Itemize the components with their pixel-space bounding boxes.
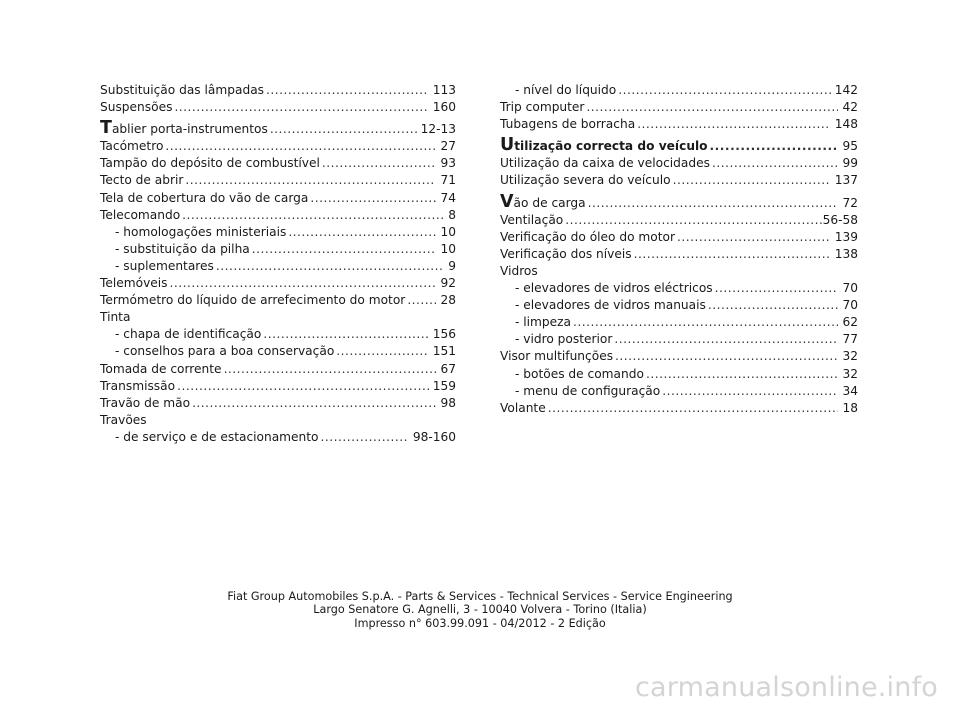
index-entry[interactable]: Telemóveis ..... 92 — [100, 275, 456, 292]
index-entry[interactable]: Tacómetro ..... 27 — [100, 138, 456, 155]
index-entry[interactable]: Verificação dos níveis ..... 138 — [500, 246, 858, 263]
index-entry[interactable]: Tomada de corrente ..... 67 — [100, 361, 456, 378]
index-entry-letter-t[interactable]: Tablier porta-instrumentos ..... 12-13 — [100, 121, 456, 138]
index-entry[interactable]: Tecto de abrir ..... 71 — [100, 172, 456, 189]
index-subentry[interactable]: - limpeza ..... 62 — [500, 314, 858, 331]
footer-publisher-line: Fiat Group Automobiles S.p.A. - Parts & Services - Technical Services - Service Engineering — [227, 590, 733, 603]
index-subentry[interactable]: - de serviço e de estacionamento ..... 98-160 — [100, 429, 456, 446]
index-entry[interactable]: Utilização da caixa de velocidades ..... 99 — [500, 155, 858, 172]
footer-print-line: Impresso n° 603.99.091 - 04/2012 - 2 Edição — [354, 616, 606, 630]
index-subentry[interactable]: - menu de configuração ..... 34 — [500, 383, 858, 400]
index-entry[interactable]: Tubagens de borracha ..... 148 — [500, 116, 858, 133]
index-entry[interactable]: Telecomando ..... 8 — [100, 207, 456, 224]
index-column-right — [500, 82, 858, 417]
index-subentry[interactable]: - nível do líquido ..... 142 — [500, 82, 858, 99]
site-watermark: carmanualsonline.info — [635, 672, 938, 703]
index-subentry[interactable]: - conselhos para a boa conservação ..... 151 — [100, 343, 456, 360]
index-entry[interactable]: Transmissão ..... 159 — [100, 378, 456, 395]
index-subentry[interactable]: - elevadores de vidros manuais ..... 70 — [500, 297, 858, 314]
index-subentry[interactable]: - suplementares ..... 9 — [100, 258, 456, 275]
footer-address-line: Largo Senatore G. Agnelli, 3 - 10040 Volvera - Torino (Italia) — [313, 603, 647, 617]
index-entry[interactable]: Suspensões ..... 160 — [100, 99, 456, 116]
index-subentry[interactable]: - substituição da pilha ..... 10 — [100, 241, 456, 258]
index-entry-letter-u[interactable]: Utilização correcta do veículo ..... 95 — [500, 138, 858, 155]
index-group-heading: Travões — [100, 412, 147, 427]
index-entry[interactable]: Ventilação ..... 56-58 — [500, 212, 858, 229]
index-subentry[interactable]: - chapa de identificação ..... 156 — [100, 326, 456, 343]
index-entry[interactable]: Tela de cobertura do vão de carga ..... 74 — [100, 190, 456, 207]
index-entry[interactable]: Trip computer ..... 42 — [500, 99, 858, 116]
index-entry[interactable]: Verificação do óleo do motor ..... 139 — [500, 229, 858, 246]
index-entry[interactable]: Volante ..... 18 — [500, 400, 858, 417]
section-initial: T — [100, 118, 112, 139]
index-subentry[interactable]: - homologações ministeriais ..... 10 — [100, 224, 456, 241]
index-column-left — [100, 82, 456, 446]
index-entry[interactable]: Termómetro do líquido de arrefecimento do motor ..... 28 — [100, 292, 456, 309]
index-entry[interactable]: Substituição das lâmpadas ..... 113 — [100, 82, 456, 99]
index-entry-letter-v[interactable]: Vão de carga ..... 72 — [500, 195, 858, 212]
index-entry[interactable]: Visor multifunções ..... 32 — [500, 348, 858, 365]
index-entry[interactable]: Utilização severa do veículo ..... 137 — [500, 172, 858, 189]
index-subentry[interactable]: - elevadores de vidros eléctricos ..... 70 — [500, 280, 858, 297]
publisher-footer — [0, 590, 960, 630]
index-group-heading: Tinta — [100, 310, 131, 325]
index-entry[interactable]: Tampão do depósito de combustível ..... 93 — [100, 155, 456, 172]
section-initial: V — [500, 191, 514, 212]
index-subentry[interactable]: - vidro posterior ..... 77 — [500, 331, 858, 348]
index-subentry[interactable]: - botões de comando ..... 32 — [500, 366, 858, 383]
section-initial: U — [500, 135, 515, 156]
index-entry[interactable]: Travão de mão ..... 98 — [100, 395, 456, 412]
index-group-heading: Vidros — [500, 263, 538, 278]
